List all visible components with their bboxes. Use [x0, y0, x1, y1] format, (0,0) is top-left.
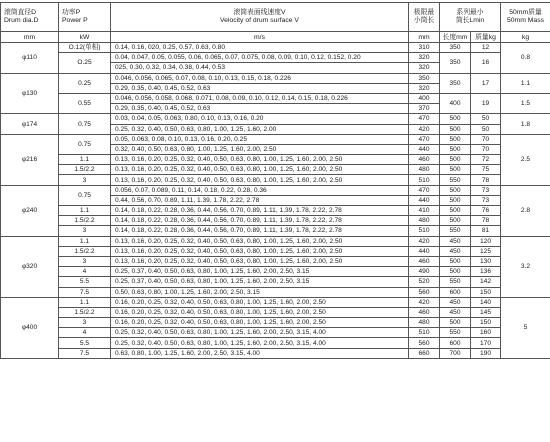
velocity-cell: 0.16, 0.20, 0.25, 0.32, 0.40, 0.50, 0.63, 0.80, 1.00, 1.25, 1.60, 2.00, 2.50 — [111, 318, 409, 328]
min-length-cell: 490 — [409, 267, 440, 277]
min-length-cell: 400 — [409, 93, 440, 103]
table-row — [1, 226, 550, 236]
series-length-cell: 500 — [440, 267, 471, 277]
min-length-cell: 510 — [409, 175, 440, 185]
table-row — [1, 185, 550, 195]
mass50-cell: 1.8 — [501, 114, 550, 134]
table-row — [1, 277, 550, 287]
table-row — [1, 206, 550, 216]
velocity-cell: 0.14, 0.18, 0.22, 0.28, 0.36, 0.44, 0.56, 0.70, 0.89, 1.11, 1.39, 1.78, 2.22, 2.78 — [111, 226, 409, 236]
series-header — [440, 3, 501, 32]
series-header-line1: 系列最小 — [456, 9, 483, 16]
velocity-cell: 0.44, 0.56, 0.70, 0.89, 1.11, 1.39, 1.78, 2.22, 2.78 — [111, 195, 409, 205]
series-mass-cell: 75 — [471, 165, 501, 175]
power-header — [59, 3, 111, 32]
series-length-cell: 350 — [440, 43, 471, 53]
mass50-cell: 2.8 — [501, 185, 550, 236]
velocity-cell: 0.13, 0.16, 0.20, 0.25, 0.32, 0.40, 0.50, 0.63, 0.80, 1.00, 1.25, 1.60, 2.00, 2.50 — [111, 165, 409, 175]
series-mass-cell: 73 — [471, 185, 501, 195]
series-length-cell: 600 — [440, 287, 471, 297]
series-length-cell: 600 — [440, 338, 471, 348]
velocity-header — [111, 3, 409, 32]
series-mass-cell: 81 — [471, 226, 501, 236]
unit-mass50: kg — [501, 32, 550, 43]
table-row — [1, 43, 550, 53]
min-length-cell: 370 — [409, 104, 440, 114]
min-length-cell: 320 — [409, 63, 440, 73]
min-length-cell: 470 — [409, 185, 440, 195]
power-cell: 1.5/2.2 — [59, 216, 111, 226]
series-length-cell: 550 — [440, 226, 471, 236]
table-row — [1, 175, 550, 185]
velocity-cell: 0.04, 0.047, 0.05, 0.055, 0.06, 0.065, 0.07, 0.075, 0.08, 0.09, 0.10, 0.12, 0.152, 0.20 — [111, 53, 409, 63]
power-cell: 1.5/2.2 — [59, 165, 111, 175]
series-mass-cell: 16 — [471, 53, 501, 73]
series-length-cell: 350 — [440, 53, 471, 73]
series-length-cell: 550 — [440, 328, 471, 338]
power-cell: 3 — [59, 256, 111, 266]
min-length-header — [409, 3, 440, 32]
series-mass-cell: 125 — [471, 246, 501, 256]
series-mass-cell: 19 — [471, 93, 501, 113]
series-mass-cell: 76 — [471, 206, 501, 216]
power-cell: 0.75 — [59, 114, 111, 134]
min-length-cell: 410 — [409, 206, 440, 216]
mass50-cell: 5 — [501, 297, 550, 358]
min-length-cell: 420 — [409, 297, 440, 307]
unit-series-length: 长度mm — [440, 32, 471, 43]
velocity-cell: 0.25, 0.32, 0.40, 0.50, 0.63, 0.80, 1.00, 1.25, 1.60, 2.00, 2.50, 3.15, 4.00 — [111, 328, 409, 338]
series-length-cell: 450 — [440, 307, 471, 317]
header-row — [1, 3, 550, 32]
series-length-cell: 350 — [440, 73, 471, 93]
series-length-cell: 500 — [440, 195, 471, 205]
series-mass-cell: 130 — [471, 256, 501, 266]
mass50-cell: 3.2 — [501, 236, 550, 297]
table-row — [1, 114, 550, 124]
series-mass-cell: 50 — [471, 124, 501, 134]
drum-dia-cell: φ320 — [1, 236, 59, 297]
velocity-cell: 0.14, 0.18, 0.22, 0.28, 0.36, 0.44, 0.56, 0.70, 0.89, 1.11, 1.39, 1.78, 2.22, 2.78 — [111, 216, 409, 226]
power-cell: 1.5/2.2 — [59, 307, 111, 317]
series-length-cell: 700 — [440, 348, 471, 358]
mass50-cell: 2.5 — [501, 134, 550, 185]
min-length-cell: 480 — [409, 165, 440, 175]
table-row — [1, 287, 550, 297]
series-length-cell: 550 — [440, 175, 471, 185]
series-mass-cell: 150 — [471, 287, 501, 297]
table-row — [1, 307, 550, 317]
series-mass-cell: 70 — [471, 144, 501, 154]
unit-min-length: mm — [409, 32, 440, 43]
table-row — [1, 165, 550, 175]
drum-dia-header-en: Drum dia.D — [4, 17, 38, 24]
power-cell: 1.1 — [59, 236, 111, 246]
unit-power: kW — [59, 32, 111, 43]
power-cell: 0.25 — [59, 73, 111, 93]
series-mass-cell: 72 — [471, 155, 501, 165]
power-cell: 7.5 — [59, 348, 111, 358]
velocity-cell: 0.16, 0.20, 0.25, 0.32, 0.40, 0.50, 0.63, 0.80, 1.00, 1.25, 1.60, 2.00, 2.50 — [111, 307, 409, 317]
velocity-cell: 0.05, 0.063, 0.08, 0.10, 0.13, 0.16, 0.20, 0.25 — [111, 134, 409, 144]
velocity-cell: 0.50, 0.63, 0.80, 1.00, 1.25, 1.60, 2.00, 2.50, 3.15 — [111, 287, 409, 297]
min-length-cell: 470 — [409, 114, 440, 124]
power-cell: 3 — [59, 318, 111, 328]
power-cell: 1.5/2.2 — [59, 246, 111, 256]
drum-dia-cell: φ216 — [1, 134, 59, 185]
table-row — [1, 338, 550, 348]
power-cell: 1.1 — [59, 297, 111, 307]
min-length-cell: 440 — [409, 195, 440, 205]
power-cell: 5.5 — [59, 277, 111, 287]
velocity-cell: 0.25, 0.37, 0.40, 0.50, 0.63, 0.80, 1.00, 1.25, 1.60, 2.00, 2.50, 3.15 — [111, 267, 409, 277]
velocity-cell: 0.14, 0.18, 0.22, 0.28, 0.36, 0.44, 0.56, 0.70, 0.89, 1.11, 1.39, 1.78, 2.22, 2.78 — [111, 206, 409, 216]
drum-dia-cell: φ110 — [1, 43, 59, 74]
table-row — [1, 256, 550, 266]
min-length-cell: 510 — [409, 328, 440, 338]
series-length-cell: 550 — [440, 277, 471, 287]
min-length-cell: 460 — [409, 256, 440, 266]
min-length-cell: 440 — [409, 246, 440, 256]
drum-dia-cell: φ240 — [1, 185, 59, 236]
velocity-cell: 0.25, 0.37, 0.40, 0.50, 0.63, 0.80, 1.00, 1.25, 1.60, 2.00, 2.50, 3.15 — [111, 277, 409, 287]
unit-velocity: m/s — [111, 32, 409, 43]
min-length-cell: 560 — [409, 287, 440, 297]
power-cell: 3 — [59, 175, 111, 185]
velocity-cell: 0.13, 0.16, 0.20, 0.25, 0.32, 0.40, 0.50, 0.63, 0.80, 1.00, 1.25, 1.60, 2.00, 2.50 — [111, 175, 409, 185]
min-length-cell: 440 — [409, 144, 440, 154]
table-row — [1, 348, 550, 358]
series-mass-cell: 145 — [471, 307, 501, 317]
power-cell: 5.5 — [59, 338, 111, 348]
series-length-cell: 450 — [440, 246, 471, 256]
unit-series-mass: 质量kg — [471, 32, 501, 43]
series-mass-cell: 160 — [471, 328, 501, 338]
series-mass-cell: 12 — [471, 43, 501, 53]
table-row — [1, 73, 550, 83]
table-row — [1, 297, 550, 307]
min-length-cell: 420 — [409, 124, 440, 134]
mass50-cell: 1.1 — [501, 73, 550, 93]
min-length-cell: 660 — [409, 348, 440, 358]
series-length-cell: 500 — [440, 155, 471, 165]
series-mass-cell: 73 — [471, 195, 501, 205]
velocity-cell: 0.16, 0.20, 0.25, 0.32, 0.40, 0.50, 0.63, 0.80, 1.00, 1.25, 1.60, 2.00, 2.50 — [111, 297, 409, 307]
power-cell: 0.75 — [59, 185, 111, 205]
series-length-cell: 500 — [440, 185, 471, 195]
min-length-cell: 310 — [409, 43, 440, 53]
min-length-cell: 460 — [409, 307, 440, 317]
series-mass-cell: 70 — [471, 134, 501, 144]
min-length-cell: 470 — [409, 134, 440, 144]
power-header-cn: 功率P — [62, 9, 80, 16]
drum-dia-header-cn: 滚筒直径D — [4, 9, 36, 16]
table-row — [1, 318, 550, 328]
table-row — [1, 267, 550, 277]
drum-dia-cell: φ400 — [1, 297, 59, 358]
series-length-cell: 500 — [440, 165, 471, 175]
min-length-cell: 560 — [409, 338, 440, 348]
series-length-cell: 400 — [440, 93, 471, 113]
velocity-cell: 0.14, 0.16, 020, 0.25, 0.57, 0.63, 0.80 — [111, 43, 409, 53]
velocity-cell: 025, 0.30, 0.32, 0.34, 0.38, 0.44, 0.53 — [111, 63, 409, 73]
series-length-cell: 500 — [440, 144, 471, 154]
series-length-cell: 500 — [440, 206, 471, 216]
series-mass-cell: 140 — [471, 297, 501, 307]
table-row — [1, 53, 550, 63]
power-cell: 0.75 — [59, 134, 111, 154]
series-header-line2: 筒长Lmin — [456, 17, 484, 24]
series-mass-cell: 150 — [471, 318, 501, 328]
velocity-cell: 0.25, 0.32, 0.40, 0.50, 0.63, 0.80, 1.00, 1.25, 1.60, 2.00, 2.50, 3.15, 4.00 — [111, 338, 409, 348]
min-length-cell: 320 — [409, 53, 440, 63]
drum-dia-cell: φ130 — [1, 73, 59, 114]
min-length-cell: 420 — [409, 236, 440, 246]
series-mass-cell: 120 — [471, 236, 501, 246]
velocity-header-cn: 滚筒表面线速度V — [233, 9, 285, 16]
min-length-cell: 510 — [409, 226, 440, 236]
mass50-cell: 1.5 — [501, 93, 550, 113]
min-length-cell: 480 — [409, 216, 440, 226]
velocity-cell: 0.63, 0.80, 1.00, 1.25, 1.60, 2.00, 2.50, 3.15, 4.00 — [111, 348, 409, 358]
series-mass-cell: 78 — [471, 175, 501, 185]
series-mass-cell: 190 — [471, 348, 501, 358]
power-cell: 0.55 — [59, 93, 111, 113]
table-row — [1, 246, 550, 256]
min-length-header-line1: 极限最 — [414, 9, 434, 16]
series-length-cell: 500 — [440, 256, 471, 266]
unit-row — [1, 32, 550, 43]
series-mass-cell: 17 — [471, 73, 501, 93]
mass-header — [501, 3, 550, 32]
velocity-cell: 0.32, 0.40, 0.50, 0.63, 0.80, 1.00, 1.25, 1.60, 2.00, 2.50 — [111, 144, 409, 154]
table-row — [1, 93, 550, 103]
velocity-cell: 0.03, 0.04, 0.05, 0.063, 0.80, 0.10, 0.13, 0.16, 0.20 — [111, 114, 409, 124]
velocity-cell: 0.046, 0.056, 0.058, 0.068, 0.071, 0.08, 0.09, 0.10, 0.12, 0.14, 0.15, 0.18, 0.226 — [111, 93, 409, 103]
power-header-en: Power P — [62, 17, 88, 24]
table-row — [1, 134, 550, 144]
mass-header-en: 50mm Mass — [507, 17, 544, 24]
drum-spec-table — [0, 2, 550, 359]
velocity-cell: 0.13, 0.16, 0.20, 0.25, 0.32, 0.40, 0.50, 0.63, 0.80, 1.00, 1.25, 1.60, 2.00, 2.50 — [111, 155, 409, 165]
series-length-cell: 500 — [440, 318, 471, 328]
table-row — [1, 155, 550, 165]
table-body — [1, 43, 550, 359]
velocity-header-en: Velocity of drum surface V — [220, 17, 299, 24]
series-mass-cell: 142 — [471, 277, 501, 287]
min-length-cell: 520 — [409, 277, 440, 287]
power-cell: O.25 — [59, 53, 111, 73]
mass50-cell: 0.8 — [501, 43, 550, 74]
power-cell: 1.1 — [59, 206, 111, 216]
power-cell: 4 — [59, 267, 111, 277]
power-cell: O.12(单相) — [59, 43, 111, 53]
table-row — [1, 328, 550, 338]
series-mass-cell: 50 — [471, 114, 501, 124]
series-mass-cell: 78 — [471, 216, 501, 226]
series-mass-cell: 170 — [471, 338, 501, 348]
drum-dia-cell: φ174 — [1, 114, 59, 134]
table-row — [1, 236, 550, 246]
series-mass-cell: 136 — [471, 267, 501, 277]
power-cell: 1.1 — [59, 155, 111, 165]
series-length-cell: 500 — [440, 216, 471, 226]
series-length-cell: 450 — [440, 297, 471, 307]
power-cell: 7.5 — [59, 287, 111, 297]
velocity-cell: 0.29, 0.35, 0.40, 0.45, 0.52, 0.63 — [111, 104, 409, 114]
unit-drum: mm — [1, 32, 59, 43]
min-length-cell: 460 — [409, 155, 440, 165]
mass-header-cn: 50mm质量 — [509, 9, 541, 16]
power-cell: 3 — [59, 226, 111, 236]
velocity-cell: 0.13, 0.16, 0.20, 0.25, 0.32, 0.40, 0.50, 0.63, 0.80, 1.00, 1.25, 1.60, 2.00, 2.50 — [111, 246, 409, 256]
min-length-cell: 320 — [409, 83, 440, 93]
drum-dia-header — [1, 3, 59, 32]
velocity-cell: 0.046, 0.056, 0.065, 0.07, 0.08, 0.10, 0.13, 0.15, 0.18, 0.226 — [111, 73, 409, 83]
velocity-cell: 0.29, 0.35, 0.40, 0.45, 0.52, 0.63 — [111, 83, 409, 93]
velocity-cell: 0.056, 0.07, 0.089, 0.11, 0.14, 0.18, 0.22, 0.28, 0.36 — [111, 185, 409, 195]
series-length-cell: 500 — [440, 124, 471, 134]
min-length-cell: 350 — [409, 73, 440, 83]
series-length-cell: 450 — [440, 236, 471, 246]
velocity-cell: 0.25, 0.32, 0.40, 0.50, 0.63, 0.80, 1.00, 1.25, 1.60, 2.00 — [111, 124, 409, 134]
series-length-cell: 500 — [440, 114, 471, 124]
min-length-cell: 480 — [409, 318, 440, 328]
velocity-cell: 0.13, 0.16, 0.20, 0.25, 0.32, 0.40, 0.50, 0.63, 0.80, 1.00, 1.25, 1.60, 2.00, 2.50 — [111, 236, 409, 246]
min-length-header-line2: 小筒长 — [414, 17, 434, 24]
power-cell: 4 — [59, 328, 111, 338]
table-row — [1, 216, 550, 226]
velocity-cell: 0.13, 0.16, 0.20, 0.25, 0.32, 0.40, 0.50, 0.63, 0.80, 1.00, 1.25, 1.60, 2.00, 2.50 — [111, 256, 409, 266]
series-length-cell: 500 — [440, 134, 471, 144]
